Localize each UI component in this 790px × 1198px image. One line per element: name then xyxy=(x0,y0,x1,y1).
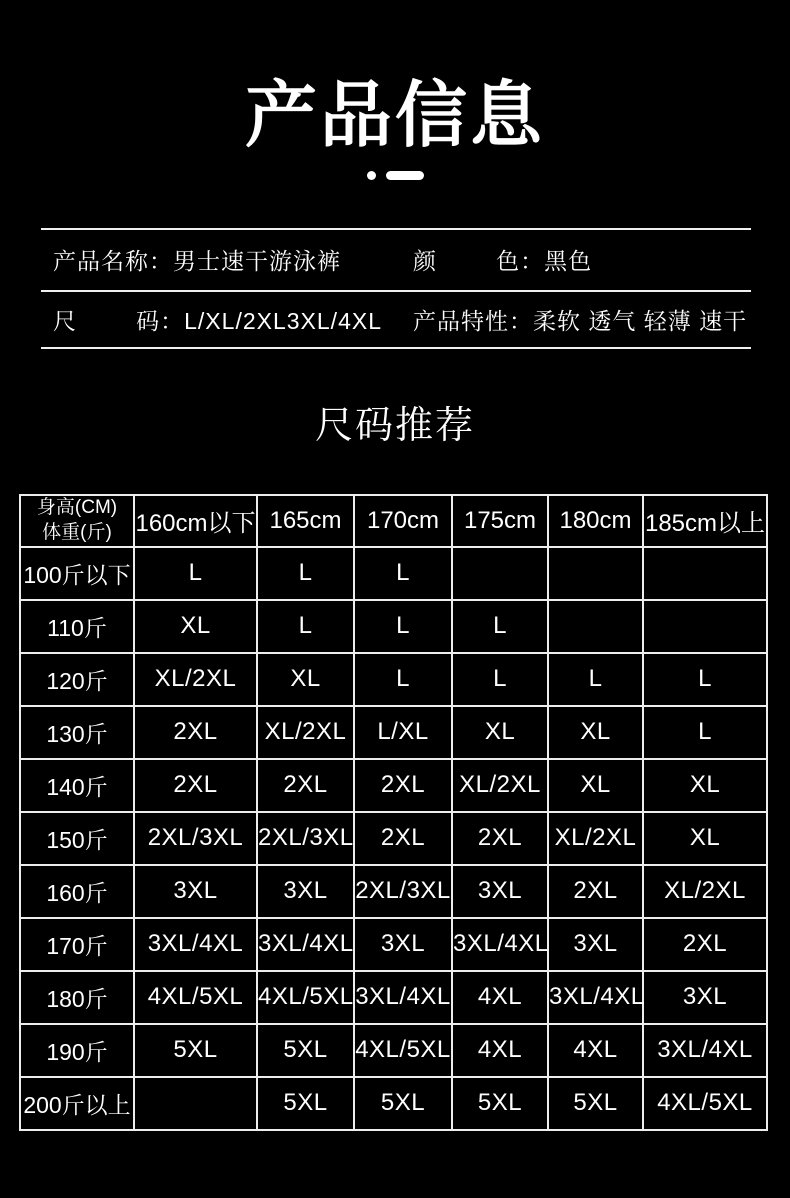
color-field xyxy=(413,243,751,276)
size-cell: XL xyxy=(643,812,767,865)
size-cell xyxy=(134,1077,257,1130)
size-cell: 5XL xyxy=(548,1077,643,1130)
features-label: 产品特性： xyxy=(413,307,533,334)
size-cell: 2XL xyxy=(134,706,257,759)
size-label: 尺 码： xyxy=(53,307,185,334)
size-cell: 5XL xyxy=(134,1024,257,1077)
row-label: 190斤 xyxy=(20,1024,134,1077)
color-label: 颜 色： xyxy=(413,248,545,275)
size-cell: L xyxy=(134,547,257,600)
size-cell: 3XL xyxy=(354,918,452,971)
size-cell: XL/2XL xyxy=(643,865,767,918)
size-cell: 2XL xyxy=(643,918,767,971)
size-cell: 3XL/4XL xyxy=(452,918,548,971)
info-row-name-color xyxy=(41,230,751,292)
row-label: 200斤以上 xyxy=(20,1077,134,1130)
size-cell: L xyxy=(452,653,548,706)
size-cell: 3XL/4XL xyxy=(548,971,643,1024)
size-cell: 2XL xyxy=(548,865,643,918)
size-cell: 4XL xyxy=(452,1024,548,1077)
size-cell: 5XL xyxy=(257,1077,354,1130)
size-cell xyxy=(452,547,548,600)
dash-icon xyxy=(386,171,424,180)
size-cell: XL/2XL xyxy=(548,812,643,865)
size-cell: XL xyxy=(643,759,767,812)
size-cell: 3XL/4XL xyxy=(134,918,257,971)
features-value: 柔软 透气 轻薄 速干 xyxy=(533,307,748,334)
dot-icon xyxy=(367,171,376,180)
size-cell: 4XL xyxy=(548,1024,643,1077)
table-row xyxy=(20,865,767,918)
size-cell: XL xyxy=(134,600,257,653)
size-recommend-heading: 尺码推荐 xyxy=(314,404,475,447)
table-row xyxy=(20,600,767,653)
size-cell: 3XL xyxy=(134,865,257,918)
size-cell: 3XL/4XL xyxy=(643,1024,767,1077)
table-row xyxy=(20,1024,767,1077)
size-field xyxy=(41,303,413,336)
product-name-value: 男士速干游泳裤 xyxy=(173,248,341,275)
size-cell: 2XL xyxy=(452,812,548,865)
size-cell xyxy=(643,600,767,653)
size-cell: 2XL xyxy=(257,759,354,812)
size-cell: L xyxy=(354,547,452,600)
size-cell: 2XL xyxy=(354,759,452,812)
row-label: 100斤以下 xyxy=(20,547,134,600)
row-label: 120斤 xyxy=(20,653,134,706)
size-cell: 4XL xyxy=(452,971,548,1024)
row-label: 140斤 xyxy=(20,759,134,812)
product-info-section xyxy=(41,228,751,349)
column-header: 185cm以上 xyxy=(643,495,767,547)
row-label: 170斤 xyxy=(20,918,134,971)
size-cell: 5XL xyxy=(257,1024,354,1077)
size-cell: L xyxy=(452,600,548,653)
size-cell: 2XL xyxy=(354,812,452,865)
table-row xyxy=(20,547,767,600)
size-cell: 3XL xyxy=(643,971,767,1024)
size-cell: 5XL xyxy=(452,1077,548,1130)
column-header: 165cm xyxy=(257,495,354,547)
column-header: 170cm xyxy=(354,495,452,547)
size-cell: 3XL xyxy=(452,865,548,918)
table-row xyxy=(20,1077,767,1130)
size-cell: L/XL xyxy=(354,706,452,759)
product-name-label: 产品名称： xyxy=(53,248,173,275)
column-header: 160cm以下 xyxy=(134,495,257,547)
row-label: 130斤 xyxy=(20,706,134,759)
table-row xyxy=(20,812,767,865)
size-cell: 4XL/5XL xyxy=(354,1024,452,1077)
row-label: 180斤 xyxy=(20,971,134,1024)
size-cell xyxy=(548,547,643,600)
table-corner-header: 身高(CM) 体重(斤) xyxy=(20,495,134,547)
size-cell: 2XL/3XL xyxy=(134,812,257,865)
size-cell: L xyxy=(257,600,354,653)
size-cell: 4XL/5XL xyxy=(134,971,257,1024)
row-label: 150斤 xyxy=(20,812,134,865)
size-cell: 5XL xyxy=(354,1077,452,1130)
size-cell: XL/2XL xyxy=(452,759,548,812)
size-cell: L xyxy=(643,706,767,759)
size-cell: 2XL xyxy=(134,759,257,812)
row-label: 160斤 xyxy=(20,865,134,918)
size-cell: L xyxy=(257,547,354,600)
size-cell: 3XL/4XL xyxy=(257,918,354,971)
color-value: 黑色 xyxy=(544,248,593,275)
size-cell: XL xyxy=(452,706,548,759)
size-cell: XL/2XL xyxy=(134,653,257,706)
row-label: 110斤 xyxy=(20,600,134,653)
size-table xyxy=(19,494,768,1131)
product-name-field xyxy=(41,243,413,276)
size-cell: 2XL/3XL xyxy=(257,812,354,865)
size-cell: L xyxy=(354,653,452,706)
column-header: 175cm xyxy=(452,495,548,547)
title-divider-decoration xyxy=(0,171,790,181)
table-row xyxy=(20,918,767,971)
size-cell: 4XL/5XL xyxy=(257,971,354,1024)
info-row-size-features xyxy=(41,292,751,349)
table-row xyxy=(20,653,767,706)
size-cell: XL/2XL xyxy=(257,706,354,759)
size-cell: L xyxy=(354,600,452,653)
table-header-row xyxy=(20,495,767,547)
size-cell: 3XL xyxy=(548,918,643,971)
size-cell: XL xyxy=(548,759,643,812)
size-cell: L xyxy=(548,653,643,706)
size-cell: L xyxy=(643,653,767,706)
size-cell: XL xyxy=(548,706,643,759)
page-title: 产品信息 xyxy=(244,76,545,156)
table-row xyxy=(20,759,767,812)
column-header: 180cm xyxy=(548,495,643,547)
features-field xyxy=(413,303,751,336)
size-cell: XL xyxy=(257,653,354,706)
table-row xyxy=(20,971,767,1024)
size-cell xyxy=(643,547,767,600)
size-cell: 3XL/4XL xyxy=(354,971,452,1024)
size-cell xyxy=(548,600,643,653)
size-value: L/XL/2XL3XL/4XL xyxy=(184,307,382,334)
size-cell: 4XL/5XL xyxy=(643,1077,767,1130)
size-cell: 3XL xyxy=(257,865,354,918)
size-cell: 2XL/3XL xyxy=(354,865,452,918)
table-row xyxy=(20,706,767,759)
